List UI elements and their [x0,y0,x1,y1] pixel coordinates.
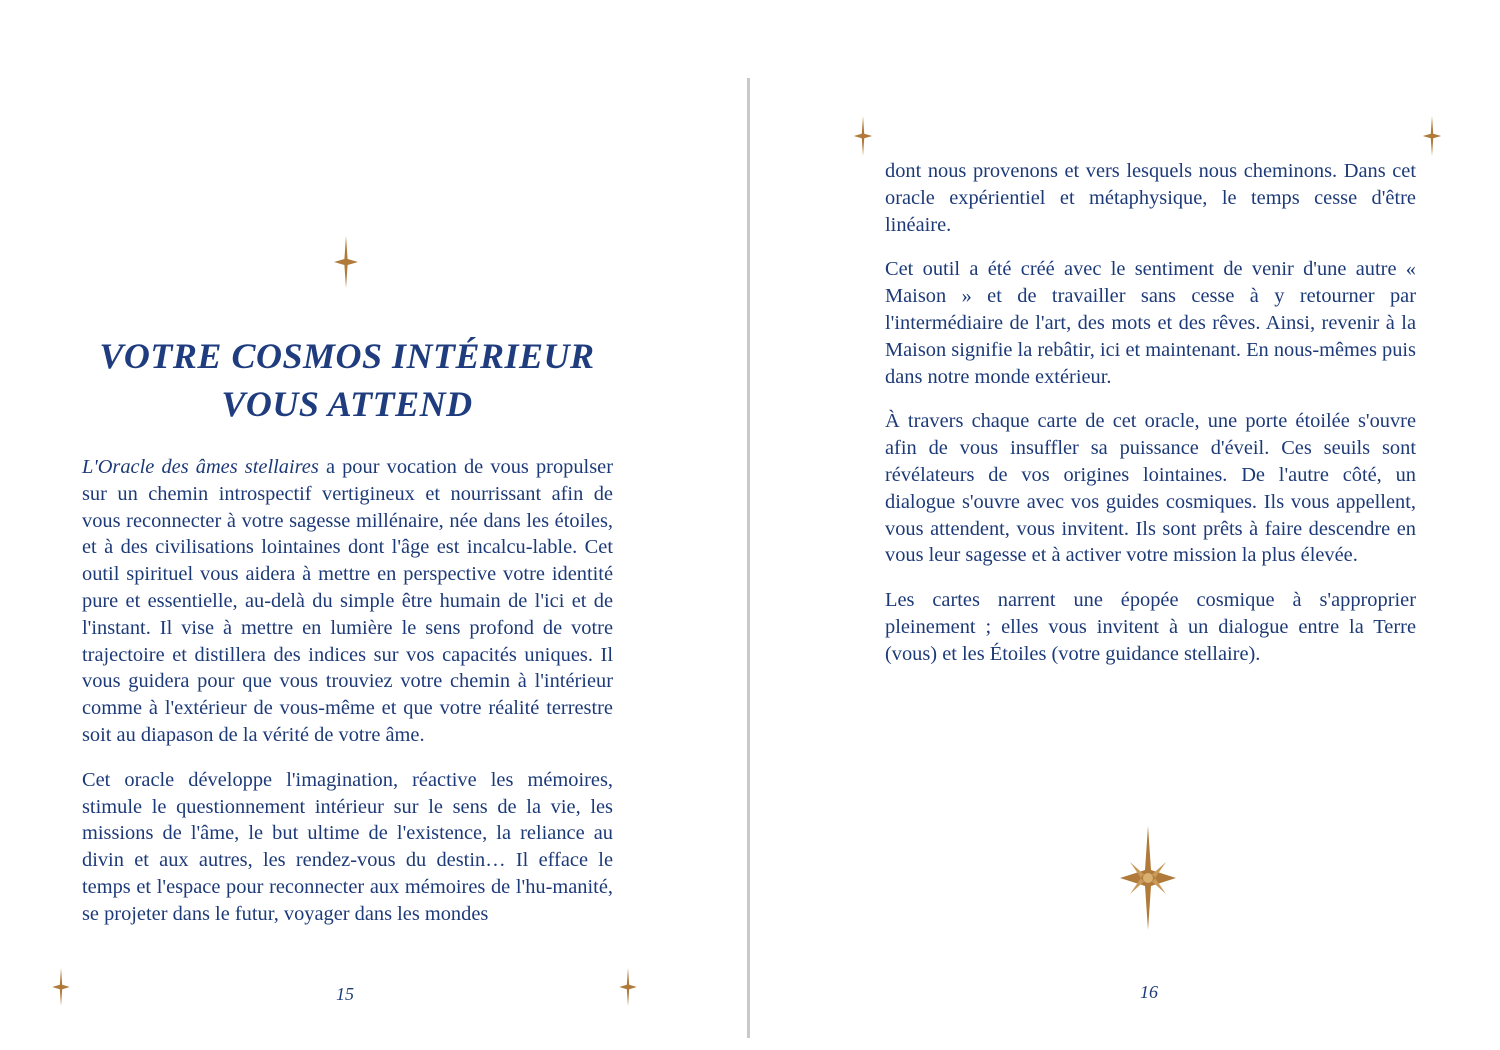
left-body-text [82,454,613,946]
page-number: 16 [1140,982,1158,1002]
star-icon [853,116,873,156]
paragraph [82,454,613,749]
paragraph: Cet oracle développe l'imagination, réactive les mémoires, stimule le questionnement intérieur sur le sens de la vie, les missions de l'âme, le but ultime de l'existence, la reliance au divin et aux autres, les rendez-vous du destin… Il efface le temps et l'espace pour reconnecter aux mémoires de l'hu-manité, se projeter dans le futur, voyager dans les mondes [82,768,613,925]
star-icon [619,968,637,1006]
paragraph-text: a pour vocation de vous propulser sur un chemin introspectif vertigineux et nourrissant afin de vous reconnecter à votre sagesse millénaire, née dans les étoiles, et à des civilisations lointaines dont l'âge est incalcu-lable. Cet outil spirituel vous aidera à mettre en perspective votre identité pure et essentielle, au-delà du simple être humain de l'ici et de l'instant. Il vise à mettre en lumière le sens profond de votre trajectoire et distillera des indices sur vos capacités uniques. Il vous guidera pour que vous trouviez votre chemin à l'intérieur comme à l'extérieur de vous-même et que votre réalité terrestre soit au diapason de la vérité de votre âme. [82,456,613,746]
page-title [60,332,634,428]
eight-point-star-icon [1120,826,1176,930]
star-icon [334,236,358,288]
book-title: L'Oracle des âmes stellaires [82,456,319,478]
paragraph: Cet outil a été créé avec le sentiment de venir d'une autre « Maison » et de travailler sans cesse à y retourner par l'intermédiaire de l'art, des mots et des rêves. Ainsi, revenir à la Maison signifie la rebâtir, ici et maintenant. En nous-mêmes puis dans notre monde extérieur. [885,258,1416,388]
page-number: 15 [336,984,354,1004]
title-line-1: VOTRE COSMOS INTÉRIEUR [99,336,595,376]
paragraph: Les cartes narrent une épopée cosmique à s'approprier pleinement ; elles vous invitent à un dialogue entre la Terre (vous) et les Étoiles (votre guidance stellaire). [885,589,1416,665]
paragraph: À travers chaque carte de cet oracle, une porte étoilée s'ouvre afin de vous insuffler sa puissance d'éveil. Ces seuils sont révélateurs de vos origines lointaines. De l'autre côté, un dialogue s'ouvre avec vos guides cosmiques. Ils vous appellent, vous attendent, vous invitent. Ils sont prêts à faire descendre en vous leur sagesse et à activer votre mission la plus élevée. [885,410,1416,567]
star-icon [52,968,70,1006]
paragraph: dont nous provenons et vers lesquels nous cheminons. Dans cet oracle expérientiel et métaphysique, le temps cesse d'être linéaire. [885,160,1416,236]
left-page [0,0,748,1050]
right-body-text [885,158,1416,686]
title-line-2: VOUS ATTEND [221,384,473,424]
star-icon [1422,116,1442,156]
right-page [752,0,1500,1050]
